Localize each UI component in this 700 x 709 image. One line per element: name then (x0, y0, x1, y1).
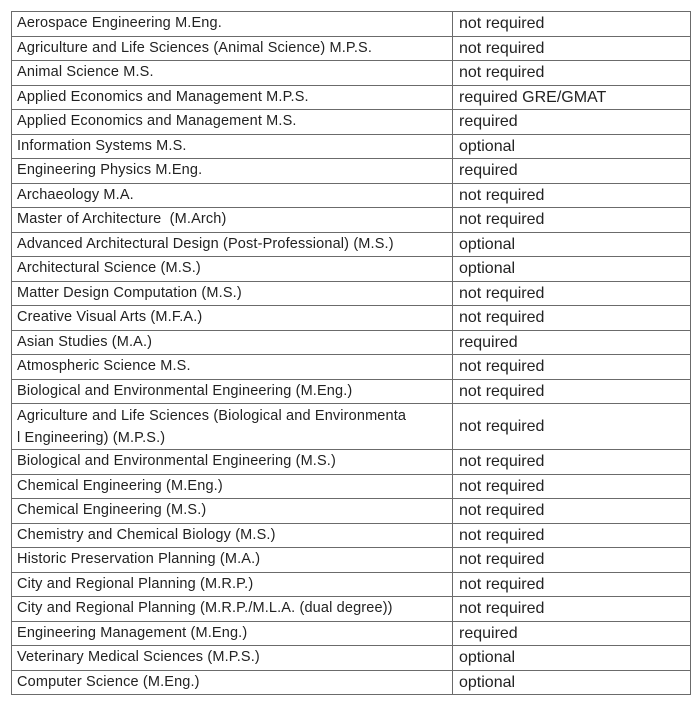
table-row (12, 183, 691, 208)
program-cell: Chemical Engineering (M.Eng.) (12, 474, 453, 499)
program-cell: Applied Economics and Management M.P.S. (12, 85, 453, 110)
requirement-cell: required (453, 159, 691, 184)
requirement-cell: not required (453, 404, 691, 450)
requirement-cell: not required (453, 597, 691, 622)
requirement-cell: not required (453, 183, 691, 208)
table-row (12, 306, 691, 331)
table-row (12, 670, 691, 695)
program-cell: Engineering Management (M.Eng.) (12, 621, 453, 646)
program-cell: Biological and Environmental Engineering (M.S.) (12, 450, 453, 475)
requirement-cell: not required (453, 61, 691, 86)
program-cell: Information Systems M.S. (12, 134, 453, 159)
program-cell: Creative Visual Arts (M.F.A.) (12, 306, 453, 331)
program-cell: Aerospace Engineering M.Eng. (12, 12, 453, 37)
program-cell-line: Agriculture and Life Sciences (Biological and Environmenta (17, 407, 407, 424)
requirement-cell: required GRE/GMAT (453, 85, 691, 110)
program-cell: Chemistry and Chemical Biology (M.S.) (12, 523, 453, 548)
requirement-cell: required (453, 621, 691, 646)
table-row (12, 379, 691, 404)
requirement-cell: optional (453, 134, 691, 159)
program-cell: Biological and Environmental Engineering (M.Eng.) (12, 379, 453, 404)
table-row (12, 110, 691, 135)
table-row (12, 404, 691, 450)
program-cell: Asian Studies (M.A.) (12, 330, 453, 355)
requirement-cell: not required (453, 379, 691, 404)
requirement-cell: not required (453, 450, 691, 475)
program-cell: Matter Design Computation (M.S.) (12, 281, 453, 306)
program-cell: Master of Architecture (M.Arch) (12, 208, 453, 233)
program-cell: Veterinary Medical Sciences (M.P.S.) (12, 646, 453, 671)
program-cell: Engineering Physics M.Eng. (12, 159, 453, 184)
table-row (12, 548, 691, 573)
table-row (12, 330, 691, 355)
table-row (12, 85, 691, 110)
table-row (12, 36, 691, 61)
requirement-cell: not required (453, 572, 691, 597)
requirement-cell: not required (453, 499, 691, 524)
requirement-cell: not required (453, 306, 691, 331)
table-row (12, 621, 691, 646)
requirement-cell: optional (453, 670, 691, 695)
program-cell: Chemical Engineering (M.S.) (12, 499, 453, 524)
table-row (12, 12, 691, 37)
table-row (12, 597, 691, 622)
requirement-cell: not required (453, 523, 691, 548)
requirement-cell: required (453, 330, 691, 355)
table-row (12, 257, 691, 282)
table-row (12, 499, 691, 524)
table-row (12, 232, 691, 257)
requirement-cell: not required (453, 474, 691, 499)
requirements-table-container (11, 11, 691, 695)
requirement-cell: optional (453, 646, 691, 671)
table-row (12, 355, 691, 380)
requirement-cell: not required (453, 208, 691, 233)
table-row (12, 61, 691, 86)
requirement-cell: required (453, 110, 691, 135)
program-cell (12, 404, 453, 450)
program-cell: Historic Preservation Planning (M.A.) (12, 548, 453, 573)
requirement-cell: not required (453, 12, 691, 37)
program-cell: Agriculture and Life Sciences (Animal Science) M.P.S. (12, 36, 453, 61)
table-row (12, 208, 691, 233)
requirement-cell: not required (453, 548, 691, 573)
program-cell-line: l Engineering) (M.P.S.) (17, 429, 166, 446)
table-row (12, 474, 691, 499)
program-cell: City and Regional Planning (M.R.P.) (12, 572, 453, 597)
program-cell: Archaeology M.A. (12, 183, 453, 208)
program-cell: Animal Science M.S. (12, 61, 453, 86)
requirements-table (11, 11, 691, 695)
table-row (12, 646, 691, 671)
table-row (12, 523, 691, 548)
table-row (12, 159, 691, 184)
program-cell: Architectural Science (M.S.) (12, 257, 453, 282)
program-cell: Applied Economics and Management M.S. (12, 110, 453, 135)
requirement-cell: optional (453, 257, 691, 282)
requirement-cell: not required (453, 355, 691, 380)
table-row (12, 281, 691, 306)
requirement-cell: not required (453, 281, 691, 306)
table-row (12, 450, 691, 475)
program-cell: City and Regional Planning (M.R.P./M.L.A. (dual degree)) (12, 597, 453, 622)
program-cell: Computer Science (M.Eng.) (12, 670, 453, 695)
table-row (12, 134, 691, 159)
requirement-cell: not required (453, 36, 691, 61)
program-cell: Advanced Architectural Design (Post-Professional) (M.S.) (12, 232, 453, 257)
requirement-cell: optional (453, 232, 691, 257)
table-row (12, 572, 691, 597)
program-cell: Atmospheric Science M.S. (12, 355, 453, 380)
